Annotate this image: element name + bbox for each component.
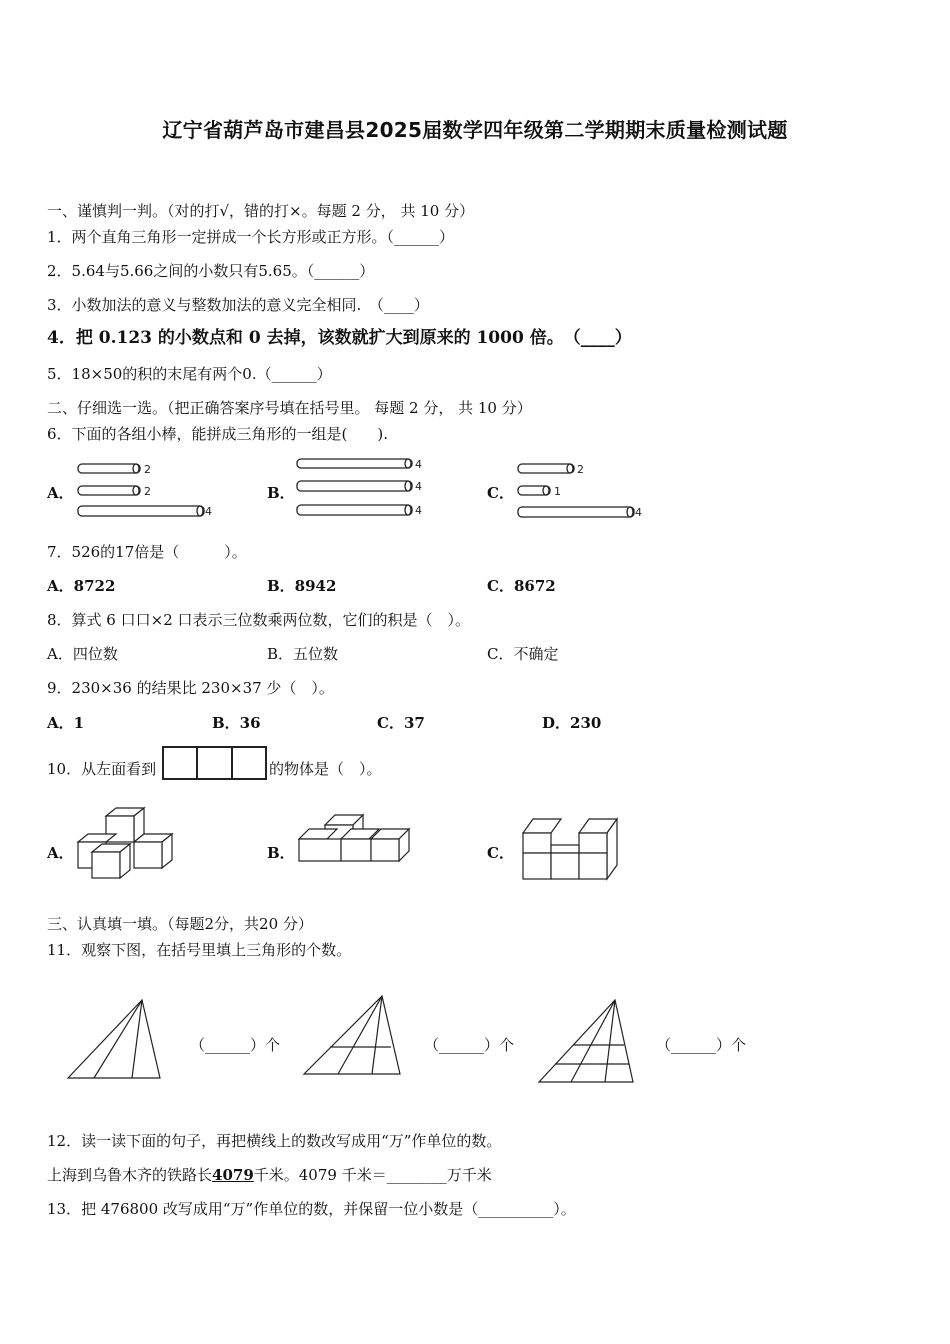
q8-option-a: A．四位数 <box>47 645 118 663</box>
section1-heading: 一、谨慎判一判。（对的打√，错的打×。每题 2 分， 共 10 分） <box>47 202 475 220</box>
section3-heading: 三、认真填一填。（每题2分，共20 分） <box>47 915 313 933</box>
question-6: 6．下面的各组小棒，能拼成三角形的一组是( ). <box>47 425 389 443</box>
q9-option-c: C．37 <box>377 714 425 732</box>
q6-b-stick-1-length: 4 <box>415 458 422 471</box>
q8-option-b: B．五位数 <box>267 645 339 663</box>
q6-b-stick-2-length: 4 <box>415 480 422 493</box>
q11-triangle-1 <box>66 998 162 1082</box>
q6-a-stick-2-length: 2 <box>144 485 151 498</box>
q6-b-stick-3-length: 4 <box>415 504 422 517</box>
q11-blank-1: （______）个 <box>190 1036 281 1054</box>
q11-blank-3: （______）个 <box>656 1036 747 1054</box>
q6-c-stick-1-length: 2 <box>577 463 584 476</box>
q10-option-c-cubes <box>519 815 629 883</box>
q8-option-c: C．不确定 <box>487 645 559 663</box>
q10-option-b-label: B． <box>267 844 295 862</box>
q10-left-view-figure <box>162 746 268 780</box>
q10-option-a-cubes <box>76 806 178 880</box>
question-13: 13．把 476800 改写成用“万”作单位的数，并保留一位小数是（__________）。 <box>47 1200 576 1218</box>
question-12-sentence <box>47 1166 492 1184</box>
page-title: 辽宁省葫芦岛市建昌县2025届数学四年级第二学期期末质量检测试题 <box>162 118 788 142</box>
question-7: 7．526的17倍是（ ）。 <box>47 543 247 561</box>
question-2: 2．5.64与5.66之间的小数只有5.65。（______） <box>47 262 375 280</box>
q6-option-b-sticks <box>294 452 434 522</box>
question-10-prefix: 10．从左面看到 <box>47 760 157 778</box>
q6-option-c-sticks <box>514 458 654 524</box>
question-8: 8．算式 6 口口×2 口表示三位数乘两位数，它们的积是（ ）。 <box>47 611 471 629</box>
q6-c-stick-3-length: 4 <box>635 506 642 519</box>
q11-blank-2: （______）个 <box>424 1036 515 1054</box>
q11-triangle-2 <box>302 994 402 1082</box>
question-5: 5．18×50的积的末尾有两个0.（______） <box>47 365 332 383</box>
q12-underlined-number: 4079 <box>212 1166 254 1184</box>
q6-option-b-label: B． <box>267 484 295 502</box>
q6-c-stick-2-length: 1 <box>554 485 561 498</box>
q10-option-a-label: A． <box>47 844 74 862</box>
q6-a-stick-1-length: 2 <box>144 463 151 476</box>
q6-option-a-sticks <box>74 458 214 524</box>
q10-option-b-cubes <box>297 811 417 865</box>
q12-sentence-start: 上海到乌鲁木齐的铁路长 <box>47 1166 213 1184</box>
q6-option-a-label: A． <box>47 484 74 502</box>
q6-a-stick-3-length: 4 <box>205 505 212 518</box>
q6-option-c-label: C． <box>487 484 514 502</box>
question-9: 9．230×36 的结果比 230×37 少（ ）。 <box>47 679 334 697</box>
question-12: 12．读一读下面的句子，再把横线上的数改写成用“万”作单位的数。 <box>47 1132 502 1150</box>
question-4: 4．把 0.123 的小数点和 0 去掉，该数就扩大到原来的 1000 倍。 （____） <box>47 328 632 348</box>
q9-option-a: A．1 <box>47 714 85 732</box>
q12-sentence-end: 千米。4079 千米＝________万千米 <box>253 1166 492 1184</box>
question-11: 11．观察下图，在括号里填上三角形的个数。 <box>47 941 352 959</box>
question-10-suffix: 的物体是（ ）。 <box>269 760 382 778</box>
question-1: 1．两个直角三角形一定拼成一个长方形或正方形。（______） <box>47 228 455 246</box>
q9-option-d: D．230 <box>542 714 602 732</box>
q7-option-c: C．8672 <box>487 577 556 595</box>
q10-option-c-label: C． <box>487 844 514 862</box>
q7-option-b: B．8942 <box>267 577 337 595</box>
q7-option-a: A．8722 <box>47 577 116 595</box>
q9-option-b: B．36 <box>212 714 261 732</box>
section2-heading: 二、仔细选一选。（把正确答案序号填在括号里。 每题 2 分， 共 10 分） <box>47 399 532 417</box>
question-3: 3．小数加法的意义与整数加法的意义完全相同. （____） <box>47 296 429 314</box>
q11-triangle-3 <box>537 998 637 1084</box>
